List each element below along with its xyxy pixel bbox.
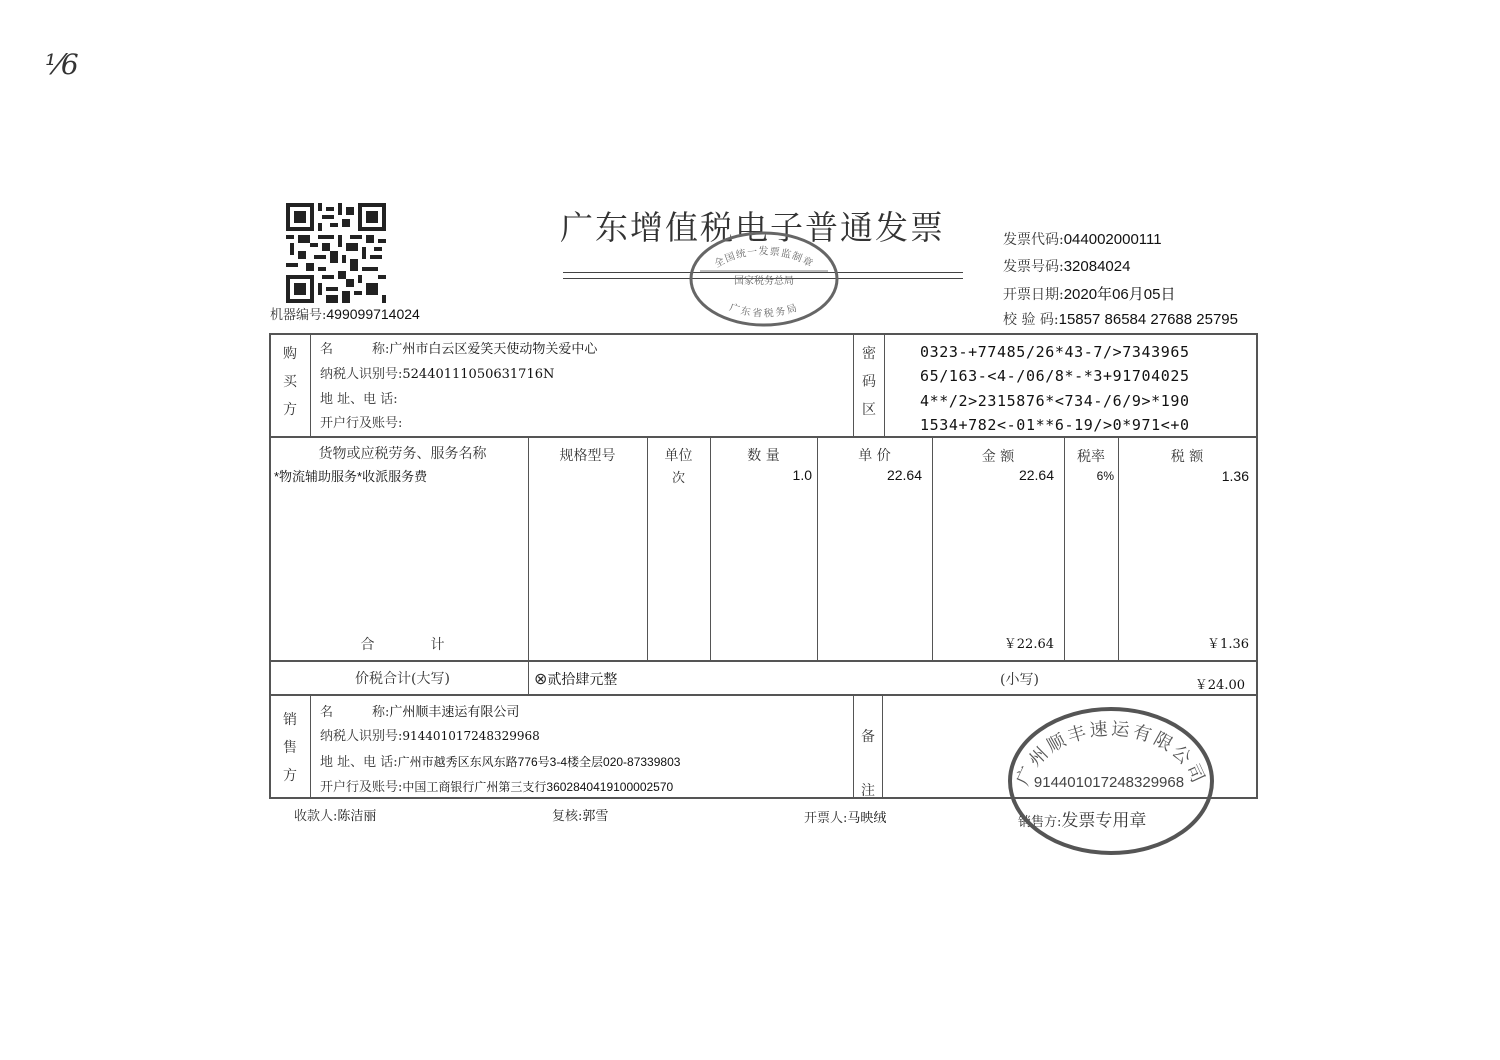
buyer-tax-id: 纳税人识别号:52440111050631716N: [320, 367, 555, 382]
item-quantity: 1.0: [792, 467, 812, 483]
header-tax-amount: 税 额: [1170, 449, 1204, 465]
cipher-line: 0323-+77485/26*43-7/>7343965: [920, 343, 1190, 361]
circled-x-icon: ⊗: [534, 669, 548, 688]
svg-text:广东省税务局: 广东省税务局: [727, 302, 801, 320]
header-quantity: 数 量: [747, 448, 780, 464]
total-tax: ￥1.36: [1207, 637, 1249, 652]
payee: 收款人:陈洁丽: [294, 808, 377, 824]
reviewer: 复核:郭雪: [552, 808, 609, 824]
svg-text:914401017248329968: 914401017248329968: [1033, 774, 1185, 791]
machine-number: 机器编号:499099714024: [270, 306, 420, 323]
cipher-line: 4**/2>2315876*<734-/6/9>*190: [920, 392, 1190, 410]
grand-total-figures: ￥24.00: [1194, 678, 1245, 693]
item-tax-rate: 6%: [1096, 469, 1114, 483]
grand-total-label: 价税合计(大写): [355, 671, 450, 687]
header-amount: 金 额: [981, 449, 1015, 465]
check-code: 校 验 码:15857 86584 27688 25795: [1003, 311, 1238, 328]
cipher-section-label: 密 码 区: [862, 346, 876, 418]
cipher-line: 1534+782<-01**6-19/>0*971<+0: [920, 416, 1190, 434]
page-number-note: ⅟6: [45, 48, 79, 81]
header-unit: 单位: [664, 448, 693, 464]
issuer: 开票人:马映绒: [804, 810, 887, 826]
qr-code-icon: [286, 203, 386, 303]
seller-name: 名 称:广州顺丰速运有限公司: [320, 704, 520, 720]
item-unit: 次: [671, 471, 685, 486]
buyer-bank-account: 开户行及账号:: [320, 416, 403, 431]
invoice-code: 发票代码:044002000111: [1003, 231, 1162, 248]
total-label: 合 计: [360, 637, 445, 653]
seller-bank-account: 开户行及账号:中国工商银行广州第三支行3602840419100002570: [320, 780, 674, 795]
svg-text:广州顺丰速运有限公司: 广州顺丰速运有限公司: [1012, 718, 1210, 789]
header-spec: 规格型号: [559, 448, 616, 464]
svg-text:国家税务总局: 国家税务总局: [734, 276, 794, 287]
svg-text:全国统一发票监制章: 全国统一发票监制章: [712, 246, 816, 271]
company-seal: [1005, 705, 1217, 860]
tax-bureau-seal: [688, 229, 840, 329]
seller-address-phone: 地 址、电 话:广州市越秀区东风东路776号3-4楼全层020-87339803: [320, 755, 681, 770]
item-unit-price: 22.64: [886, 467, 922, 483]
buyer-section-label: 购 买 方: [283, 346, 297, 418]
issue-date: 开票日期:2020年06月05日: [1003, 286, 1176, 303]
seller-stamp-label: 销售方:发票专用章: [1018, 811, 1147, 830]
remarks-label: 备 注: [861, 729, 875, 799]
header-unit-price: 单 价: [858, 448, 891, 464]
header-tax-rate: 税率: [1077, 449, 1105, 465]
grand-total-words: ⊗贰拾肆元整: [534, 669, 618, 688]
header-item-name: 货物或应税劳务、服务名称: [318, 446, 487, 462]
seller-section-label: 销 售 方: [283, 712, 297, 784]
invoice-number: 发票号码:32084024: [1003, 258, 1131, 275]
item-amount: 22.64: [1018, 467, 1054, 483]
seller-tax-id: 纳税人识别号:914401017248329968: [320, 729, 540, 744]
cipher-line: 65/163-<4-/06/8*-*3+91704025: [920, 367, 1190, 385]
item-tax-amount: 1.36: [1221, 468, 1249, 484]
item-name: *物流辅助服务*收派服务费: [274, 469, 428, 484]
total-amount: ￥22.64: [1003, 637, 1054, 652]
invoice-title: 广东增值税电子普通发票: [560, 208, 945, 247]
buyer-name: 名 称:广州市白云区爱笑天使动物关爱中心: [320, 341, 598, 357]
buyer-address-phone: 地 址、电 话:: [320, 392, 398, 407]
grand-total-small-label: (小写): [1000, 672, 1039, 688]
